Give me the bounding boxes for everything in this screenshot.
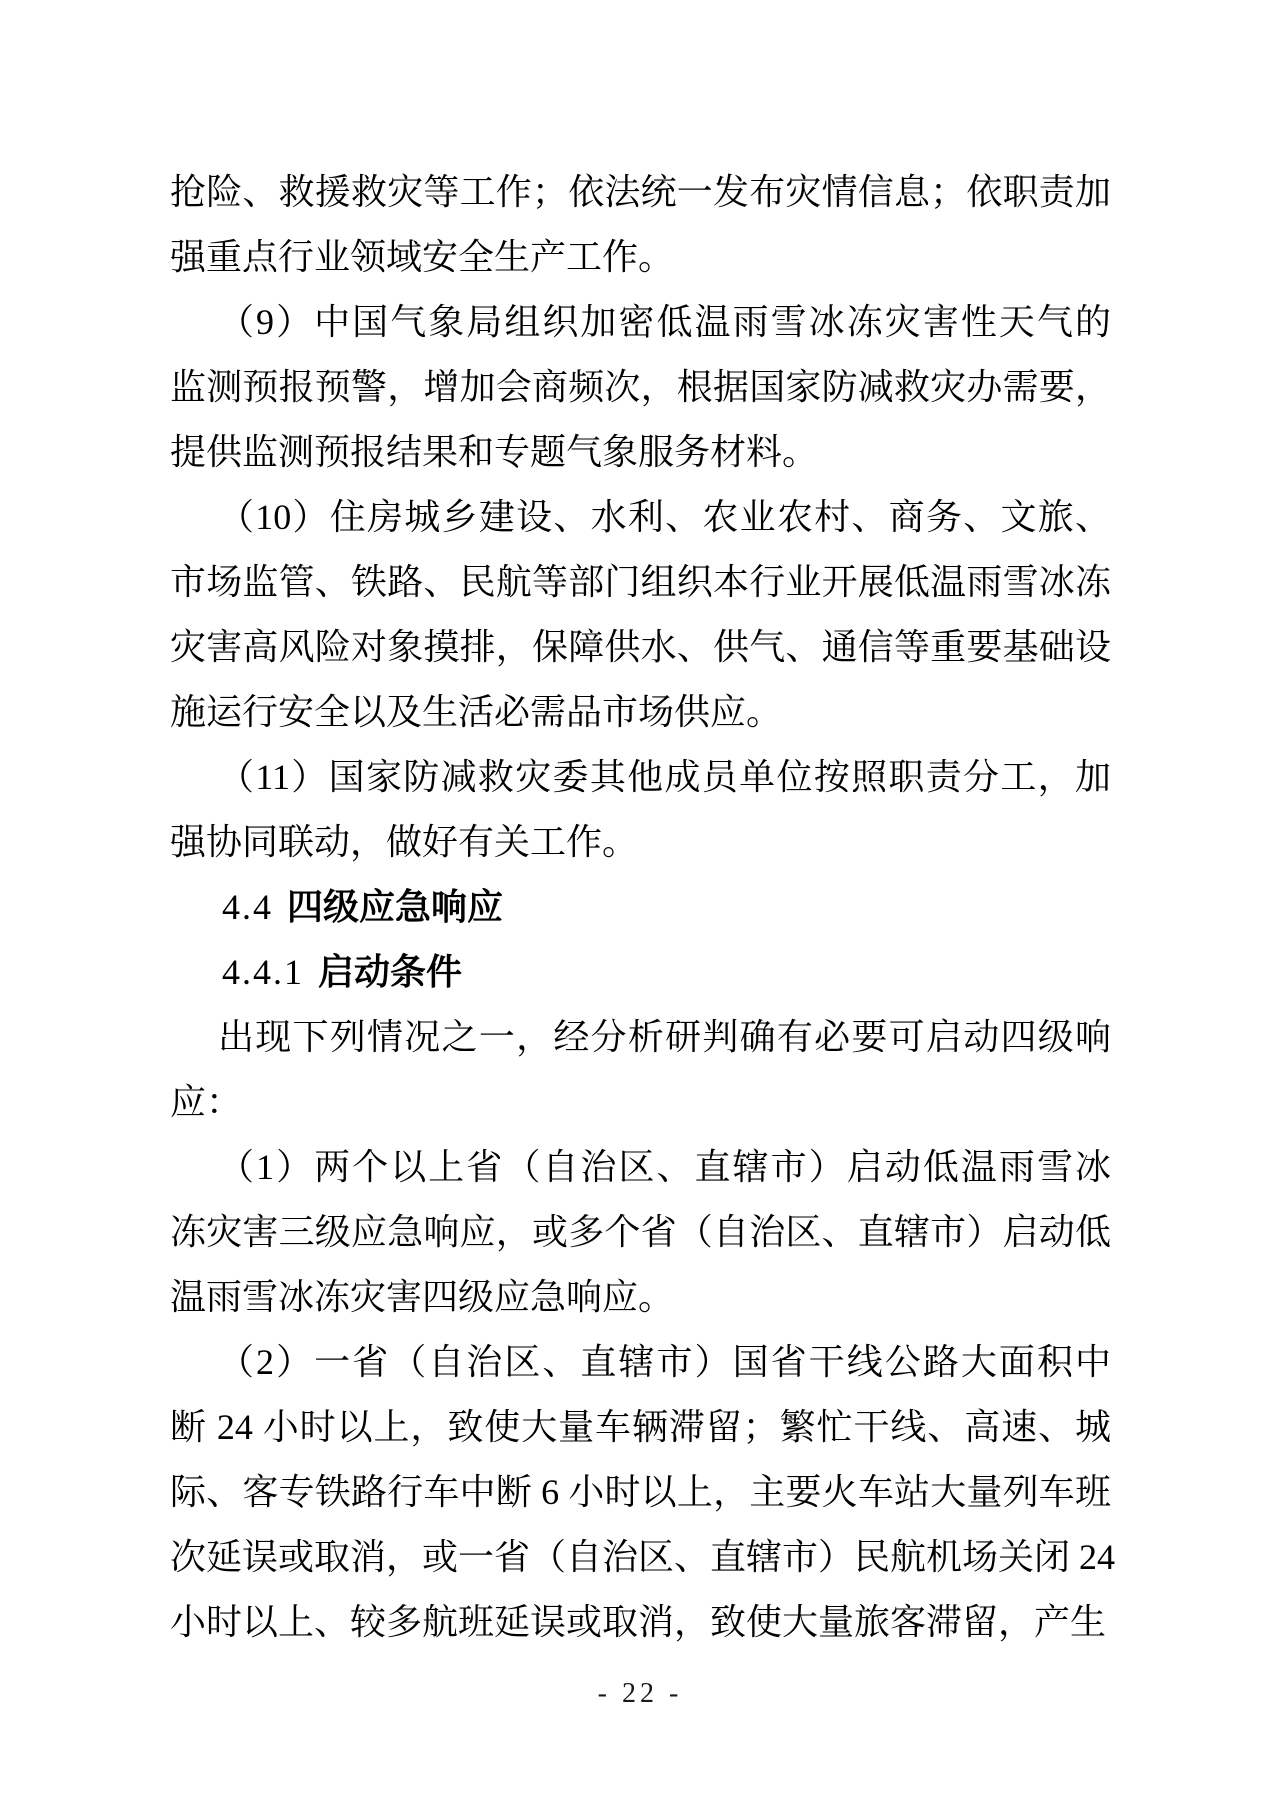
paragraph-line: 次延误或取消，或一省（自治区、直辖市）民航机场关闭 24 — [170, 1537, 1116, 1577]
paragraph-line: 温雨雪冰冻灾害四级应急响应。 — [170, 1277, 675, 1317]
heading-number: 4.4 — [222, 887, 273, 927]
paragraph-line: 际、客专铁路行车中断 6 小时以上，主要火车站大量列车班 — [170, 1472, 1111, 1512]
paragraph-line: 应： — [170, 1082, 243, 1122]
heading-title: 启动条件 — [318, 952, 463, 992]
paragraph-line: （2）一省（自治区、直辖市）国省干线公路大面积中 — [218, 1342, 1111, 1382]
page-footer — [0, 1678, 1280, 1710]
paragraph-line: 冻灾害三级应急响应，或多个省（自治区、直辖市）启动低 — [170, 1212, 1111, 1252]
heading-line — [170, 875, 1111, 940]
page-number: - 22 - — [597, 1678, 683, 1709]
paragraph-line: 市场监管、铁路、民航等部门组织本行业开展低温雨雪冰冻 — [170, 562, 1111, 602]
paragraph-line: （11）国家防减救灾委其他成员单位按照职责分工，加 — [218, 757, 1111, 797]
paragraph-line: （1）两个以上省（自治区、直辖市）启动低温雨雪冰 — [218, 1147, 1111, 1187]
paragraph-line: 小时以上、较多航班延误或取消，致使大量旅客滞留，产生 — [170, 1602, 1107, 1642]
paragraph-line: 灾害高风险对象摸排，保障供水、供气、通信等重要基础设 — [170, 627, 1111, 667]
paragraph-line: 强重点行业领域安全生产工作。 — [170, 237, 675, 277]
paragraph-line: 监测预报预警，增加会商频次，根据国家防减救灾办需要， — [170, 367, 1111, 407]
heading-number: 4.4.1 — [222, 952, 304, 992]
heading-title: 四级应急响应 — [287, 887, 504, 927]
paragraph-line: 出现下列情况之一，经分析研判确有必要可启动四级响 — [218, 1017, 1111, 1057]
paragraph-line: 强协同联动，做好有关工作。 — [170, 822, 639, 862]
paragraph-line: 提供监测预报结果和专题气象服务材料。 — [170, 432, 819, 472]
paragraph-line: 抢险、救援救灾等工作；依法统一发布灾情信息；依职责加 — [170, 172, 1111, 212]
heading-line — [170, 940, 1111, 1005]
paragraph-line: （10）住房城乡建设、水利、农业农村、商务、文旅、 — [218, 497, 1111, 537]
paragraph-line: 断 24 小时以上，致使大量车辆滞留；繁忙干线、高速、城 — [170, 1407, 1111, 1447]
paragraph-line: （9）中国气象局组织加密低温雨雪冰冻灾害性天气的 — [218, 302, 1111, 342]
document-body — [170, 160, 1116, 1655]
paragraph-line: 施运行安全以及生活必需品市场供应。 — [170, 692, 783, 732]
